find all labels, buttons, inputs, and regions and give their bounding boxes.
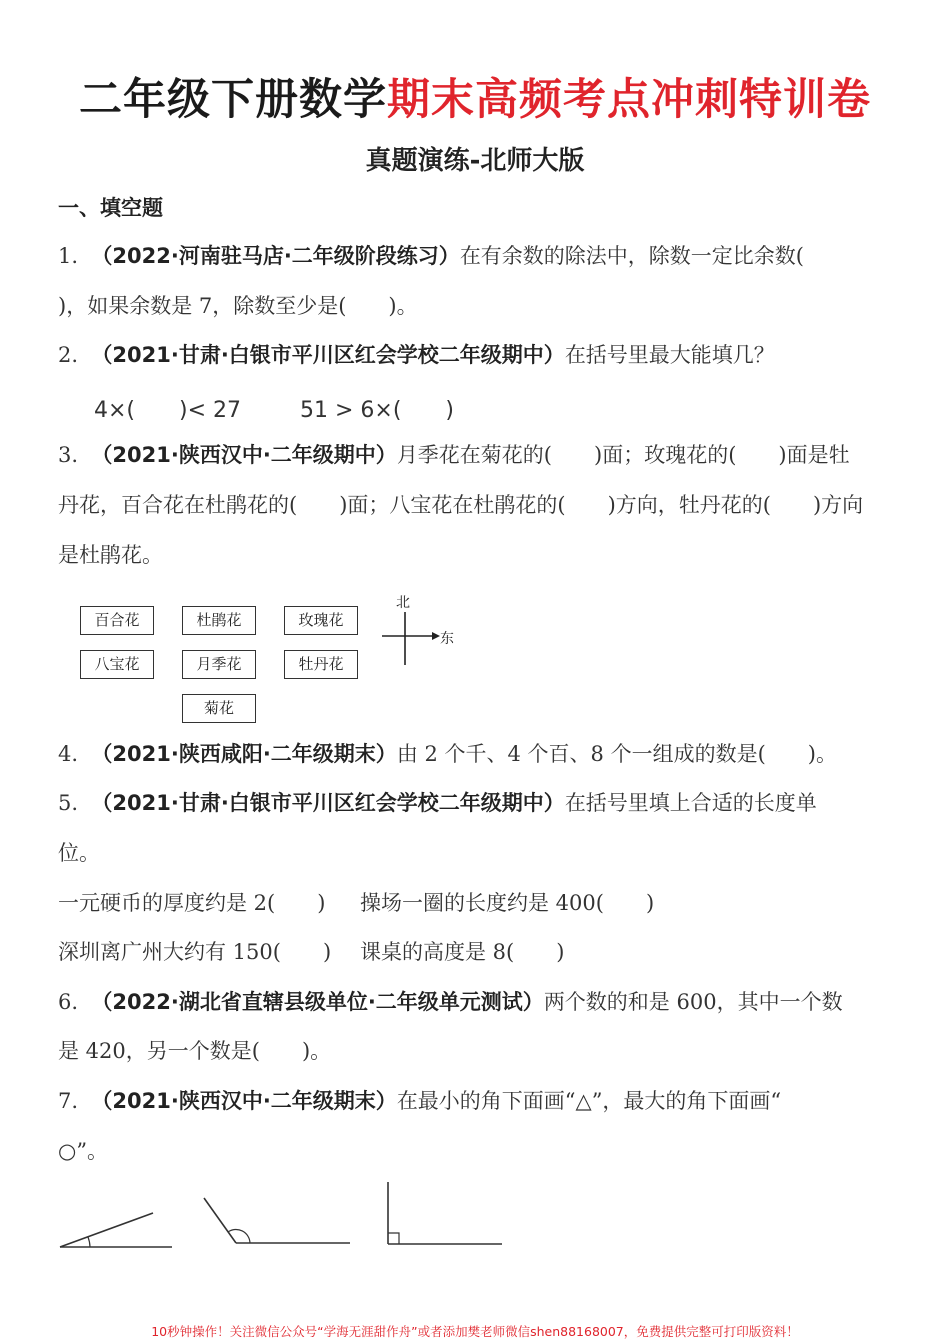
flower-box-chrysanthemum: 菊花 (182, 694, 256, 723)
question-text: 在有余数的除法中，除数一定比余数( (459, 244, 805, 268)
flower-box-babao: 八宝花 (80, 650, 154, 679)
inequality-2: 51 > 6×( ) (300, 398, 455, 423)
question-1-line-2: )，如果余数是 7，除数至少是( )。 (58, 294, 418, 318)
footer-note: 10秒钟操作！关注微信公众号“学海无涯甜作舟”或者添加樊老师微信shen88168007，免费提供完整可打印版资料！ (151, 1324, 799, 1339)
unit-item-coin: 一元硬币的厚度约是 2( ) (58, 891, 326, 915)
question-source: （2021·甘肃·白银市平川区红会学校二年级期中） (91, 343, 565, 367)
section-heading: 一、填空题 (58, 196, 163, 220)
question-number: 7. (58, 1089, 79, 1113)
question-6-line-2: 是 420，另一个数是( )。 (58, 1039, 332, 1063)
question-7-line-2: ○”。 (58, 1139, 109, 1163)
question-number: 1. (58, 244, 79, 268)
question-number: 5. (58, 791, 79, 815)
unit-item-track: 操场一圈的长度约是 400( ) (360, 891, 655, 915)
page-subtitle: 真题演练-北师大版 (365, 146, 585, 176)
question-number: 4. (58, 742, 79, 766)
flower-box-peony: 牡丹花 (284, 650, 358, 679)
question-text: 由 2 个千、4 个百、8 个一组成的数是( )。 (396, 742, 837, 766)
question-text: 两个数的和是 600，其中一个数 (543, 990, 843, 1014)
compass-east-label: 东 (440, 631, 454, 647)
question-source: （2021·陕西汉中·二年级期末） (91, 1089, 397, 1113)
question-3-line-2: 丹花，百合花在杜鹃花的( )面；八宝花在杜鹃花的( )方向，牡丹花的( )方向 (58, 493, 864, 517)
question-source: （2022·河南驻马店·二年级阶段练习） (91, 244, 460, 268)
inequality-1: 4×( )< 27 (94, 398, 242, 423)
flower-box-chinese-rose: 月季花 (182, 650, 256, 679)
title-exam: 期末高频考点冲刺特训卷 (387, 75, 871, 125)
question-source: （2021·陕西汉中·二年级期中） (91, 443, 397, 467)
flower-box-rose: 玫瑰花 (284, 606, 358, 635)
question-source: （2021·甘肃·白银市平川区红会学校二年级期中） (91, 791, 565, 815)
flower-box-lily: 百合花 (80, 606, 154, 635)
flower-box-azalea: 杜鹃花 (182, 606, 256, 635)
question-3-line-3: 是杜鹃花。 (58, 543, 163, 567)
compass-north-label: 北 (396, 595, 410, 611)
question-number: 3. (58, 443, 79, 467)
question-source: （2021·陕西咸阳·二年级期末） (91, 742, 397, 766)
question-5-line-2: 位。 (58, 841, 100, 865)
question-text: 在括号里最大能填几？ (564, 343, 775, 367)
angle-right (388, 1182, 502, 1244)
question-number: 6. (58, 990, 79, 1014)
question-text: 在最小的角下面画“△”，最大的角下面画“ (396, 1089, 782, 1113)
question-source: （2022·湖北省直辖县级单位·二年级单元测试） (91, 990, 544, 1014)
question-number: 2. (58, 343, 79, 367)
angle-obtuse (204, 1198, 350, 1243)
angle-acute (60, 1213, 172, 1247)
title-grade: 二年级下册数学 (79, 75, 387, 125)
question-text: 月季花在菊花的( )面；玫瑰花的( )面是牡 (396, 443, 850, 467)
unit-item-distance: 深圳离广州大约有 150( ) (58, 940, 332, 964)
unit-item-desk: 课桌的高度是 8( ) (360, 940, 565, 964)
question-text: 在括号里填上合适的长度单 (564, 791, 817, 815)
